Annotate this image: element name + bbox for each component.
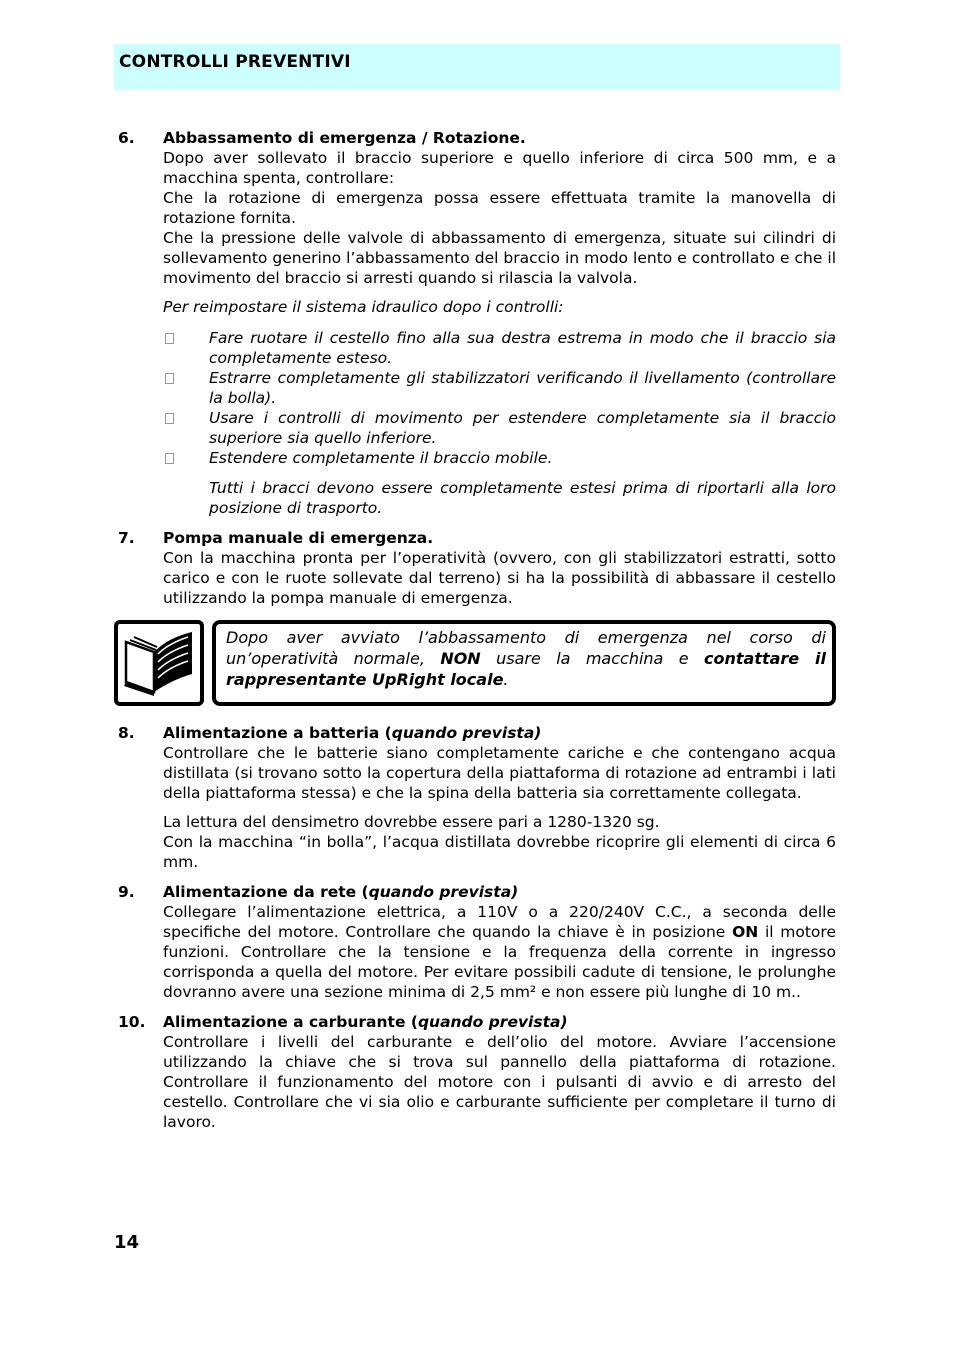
paragraph: Che la rotazione di emergenza possa essere effettuata tramite la manovella di rotazione fornita. [163,189,836,227]
list-item-8 [118,723,836,872]
bullet-list [163,328,836,518]
paragraph: La lettura del densimetro dovrebbe essere pari a 1280-1320 sg. [163,813,660,831]
main-content [118,128,836,1132]
bullet-marker [163,368,209,408]
paragraph: Collegare l’alimentazione elettrica, a 110V o a 220/240V C.C., a seconda delle specifiche del motore. Controllare che quando la chiave è in posizione ON il motore funzioni. Controllare che la tensione e la frequenza della corrente in ingresso corrisponda a quella del motore. Per evitare possibili cadute di tensione, le prolunghe dovranno avere una sezione minima di 2,5 mm² e non essere più lunghe di 10 m.. [163,903,836,1001]
item-title: Alimentazione a carburante (quando prevista) [163,1013,568,1031]
open-book-icon [114,620,204,706]
bullet-marker [163,408,209,448]
paragraph: Che la pressione delle valvole di abbassamento di emergenza, situate sui cilindri di sollevamento generino l’abbassamento del braccio in modo lento e controllato e che il movimento del braccio si arresti quando si rilascia la valvola. [163,229,836,287]
section-title: CONTROLLI PREVENTIVI [119,52,351,72]
bullet-item: Fare ruotare il cestello fino alla sua destra estrema in modo che il braccio sia completamente esteso. [163,328,836,368]
item-number: 9. [118,883,135,901]
bullet-marker [163,328,209,368]
section-header [114,44,840,90]
item-number: 7. [118,529,135,547]
bullet-item: Estendere completamente il braccio mobile. [163,448,836,468]
paragraph: Con la macchina pronta per l’operatività (ovvero, con gli stabilizzatori estratti, sotto carico e con le ruote sollevate dal terreno) si ha la possibilità di abbassare il cestello utilizzando la pompa manuale di emergenza. [163,549,836,607]
bullet-marker [163,448,209,468]
notice-text: Dopo aver avviato l’abbassamento di emergenza nel corso di un’operatività normale, NON usare la macchina e contattare il rappresentante UpRight locale. [212,620,836,706]
warning-notice [114,620,836,706]
list-item-6 [118,128,836,317]
item-number: 6. [118,129,135,147]
list-item-9 [118,882,836,1002]
paragraph: Controllare che le batterie siano completamente cariche e che contengano acqua distillata (si trovano sotto la copertura della piattaforma di rotazione ad entrambi i lati della piattaforma stessa) e che la spina della batteria sia correttamente collegata. [163,744,836,802]
bullet-item: Estrarre completamente gli stabilizzatori verificando il livellamento (controllare la bolla). [163,368,836,408]
list-item-7 [118,528,836,608]
paragraph: Controllare i livelli del carburante e dell’olio del motore. Avviare l’accensione utilizzando la chiave che si trova sul pannello della piattaforma di rotazione. Controllare il funzionamento del motore con i pulsanti di avvio e di arresto del cestello. Controllare che vi sia olio e carburante sufficiente per completare il turno di lavoro. [163,1033,836,1131]
reset-intro: Per reimpostare il sistema idraulico dopo i controlli: [163,298,564,316]
item-title: Alimentazione a batteria (quando prevista) [163,724,542,742]
item-title: Pompa manuale di emergenza. [163,529,434,547]
bullet-item: Usare i controlli di movimento per estendere completamente sia il braccio superiore sia quello inferiore. [163,408,836,448]
item-number: 8. [118,724,135,742]
page-number: 14 [114,1232,140,1253]
paragraph: Dopo aver sollevato il braccio superiore e quello inferiore di circa 500 mm, e a macchina spenta, controllare: [163,149,836,187]
list-item-10 [118,1012,836,1132]
paragraph: Con la macchina “in bolla”, l’acqua distillata dovrebbe ricoprire gli elementi di circa 6 mm. [163,833,836,871]
item-number: 10. [118,1013,146,1031]
closing-note: Tutti i bracci devono essere completamente estesi prima di riportarli alla loro posizione di trasporto. [209,479,836,517]
item-title: Abbassamento di emergenza / Rotazione. [163,129,526,147]
item-title: Alimentazione da rete (quando prevista) [163,883,519,901]
